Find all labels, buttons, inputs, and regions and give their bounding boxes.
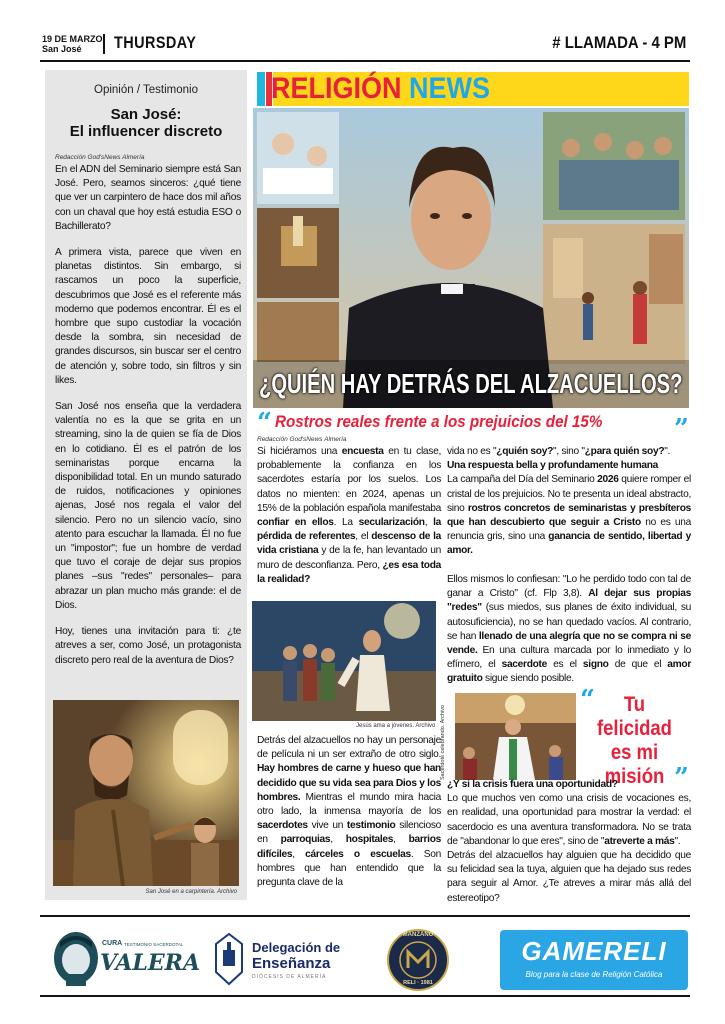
gamereli-logo[interactable] bbox=[500, 930, 688, 990]
hero-headline: ¿QUIÉN HAY DETRÁS DEL ALZACUELLOS? bbox=[259, 368, 683, 399]
callout-close-quote-icon: ” bbox=[674, 763, 689, 793]
footer-bottom-rule bbox=[40, 995, 690, 997]
logo-small-text: CURA bbox=[102, 940, 123, 947]
callout-line: es mi bbox=[610, 741, 659, 764]
logo-line: RELI · 1981 bbox=[403, 980, 433, 986]
article-byline: Redacción God'sNews Almería bbox=[257, 436, 347, 443]
logo-tag-text: TESTIMONIO SACERDOTAL bbox=[124, 942, 184, 947]
saint-joseph-workshop-image bbox=[53, 700, 239, 886]
masthead-word-news: NEWS bbox=[409, 72, 491, 105]
priest-celebrating-image bbox=[455, 693, 576, 780]
paragraph: En el ADN del Seminario siempre está San José. Pero, seamos sinceros: ¿qué tiene que ver un carpintero de hace dos mil años con un chaval que hoy está estudia ESO o Bachillerato? bbox=[55, 164, 241, 232]
cura-valera-logo[interactable] bbox=[48, 928, 201, 988]
image-caption: San José en a carpintería. Archivo bbox=[145, 889, 237, 895]
jesus-youth-image bbox=[252, 601, 436, 721]
opinion-byline: Redacción God'sNews Almería bbox=[55, 154, 145, 161]
callout-open-quote-icon: “ bbox=[580, 685, 595, 715]
logo-tagline: Blog para la clase de Religión Católica bbox=[525, 970, 663, 979]
masthead-word-religion: RELIGIÓN bbox=[271, 72, 402, 105]
masthead-title bbox=[271, 70, 490, 108]
opinion-column bbox=[45, 70, 247, 900]
masthead bbox=[257, 70, 689, 108]
section-label: Opinión / Testimonio bbox=[94, 84, 198, 96]
callout-line: Tu felicidad bbox=[597, 693, 672, 740]
header-divider bbox=[103, 34, 105, 54]
paragraph: San José nos enseña que la verdadera valentía no es la que se grita en un streaming, sino la de quien se fía de Dios en lo cotidiano. Él es el patrón de los seminaristas porque encarna la disponibilidad total. En un mundo saturado de ruidos, notificaciones y opiniones ajenas, José nos regala el valor del silencio. Pero no un silencio vacío, sino atento para escuchar la llamada. Él no fue un "impostor"; fue un hombre de verdad que tuvo el coraje de dejar sus propios planes –sus "redes" personales– para abrazar un plan mucho más grande: el de Dios. bbox=[55, 401, 241, 611]
article-headline-text: Rostros reales frente a los prejuicios del 15% bbox=[275, 413, 603, 431]
paragraph: Hoy, tienes una invitación para ti: ¿te atreves a ser, como José, un protagonista discreto pero real de la aventura de Dios? bbox=[55, 626, 241, 666]
right-image-caption: Sacerdote celebrando. Archivo bbox=[440, 705, 446, 780]
logo-title: GAMERELI bbox=[521, 936, 667, 966]
paragraph: A primera vista, parece que viven en planetas distintos. Sin embargo, si rascamos un poco la superficie, descubrimos que José es el referente más moderno que podemos encontrar. Él es el hombre que supo custodiar la vocación desde la sombra, sin necesidad de grandes discursos, sin buscar ser el centro de atención y, sobre todo, sin filtros y sin likes. bbox=[55, 247, 241, 386]
header-hashtag: # LLAMADA - 4 PM bbox=[551, 33, 686, 52]
hero-collage-image bbox=[253, 108, 689, 408]
article-body-mid-bottom: Detrás del alzacuellos no hay un personaje de película ni un ser extraño de otro siglo. Hay hombres de carne y hueso que han decidido que su vida sea para Dios y los hombres. Mientras el mundo mira hacia otro lado, la inmensa mayoría de los sacerdotes vive un testimonio silencioso en parroquias, hospitales, barrios difíciles, cárceles o escuelas. Son hombres que han entendido que la pregunta clave de la bbox=[257, 735, 441, 889]
article-body-mid-top: Si hiciéramos una encuesta en tu clase, probablemente la confianza en los sacerdotes estaría por los suelos. Los datos no mienten: en 2024, apenas un 15% de la población española manifestaba confiar en ellos. La secularización, la pérdida de referentes, el descenso de la vida cristiana y de la fe, han levantado un muro de desconfianza. Pero, ¿es esa toda la realidad? bbox=[257, 446, 442, 585]
article-body-right-mid: Ellos mismos lo confiesan: "Lo he perdido todo con tal de ganar a Cristo" (cf. Flp 3,8). Al dejar sus propias "redes" (sus miedos, sus planes de éxito individual, su autosuficiencia), no se han quedado vacíos. Al contrario, se han llenado de una alegría que no se compra ni se vende. En una cultura marcada por lo inmediato y lo efímero, el sacerdote es el signo de que el amor gratuito sigue siendo posible. bbox=[447, 574, 692, 685]
date-text: 19 DE MARZO bbox=[42, 34, 103, 44]
delegacion-ensenanza-logo[interactable] bbox=[214, 932, 362, 988]
logo-line: DIÓCESIS DE ALMERÍA bbox=[252, 974, 327, 980]
issue-date bbox=[42, 34, 103, 54]
logo-line: Enseñanza bbox=[252, 955, 331, 972]
manzano-reli-logo[interactable] bbox=[386, 928, 450, 992]
logo-line: Delegación de bbox=[252, 940, 341, 955]
article-body-right-bottom: ¿Y si la crisis fuera una oportunidad? Lo que muchos ven como una crisis de vocaciones es, en realidad, una oportunidad para mostrar la verdad: el sacerdocio es una aventura transformadora. No se trata de "abandonar lo que eres", sino de "atreverte a más". Detrás del alzacuellos hay alguien que ha decidido que su felicidad sea la tuya, alguien que ha dejado sus redes para seguir al Amor. ¿Te atreves a mirar más allá del estereotipo? bbox=[447, 779, 691, 904]
page-header bbox=[40, 30, 690, 62]
opinion-title bbox=[45, 106, 247, 140]
footer-top-rule bbox=[40, 915, 690, 917]
article-body-right-top: vida no es "¿quién soy?", sino "¿para quién soy?". Una respuesta bella y profundamente humana La campaña del Día del Seminario 2026 quiere romper el cristal de los prejuicios. No te presenta un ideal abstracto, sino rostros concretos de seminaristas y presbíteros que han descubierto que seguir a Cristo no es una renuncia gris, sino una ganancia de sentido, libertad y amor. bbox=[447, 446, 691, 557]
logo-big-text: VALERA bbox=[100, 950, 201, 976]
feast-text: San José bbox=[42, 44, 82, 54]
mid-image-caption: Jesús ama a jóvenes. Archivo bbox=[356, 723, 436, 729]
callout-line: misión bbox=[604, 765, 665, 788]
opinion-body bbox=[55, 163, 241, 680]
open-quote-icon: “ bbox=[257, 408, 272, 438]
opinion-title-line: El influencer discreto bbox=[69, 123, 223, 140]
logo-line: MANZANO bbox=[402, 932, 434, 938]
close-quote-icon: ” bbox=[674, 414, 689, 444]
weekday: THURSDAY bbox=[114, 33, 197, 52]
opinion-title-line: San José: bbox=[110, 106, 182, 123]
callout-quote bbox=[588, 693, 680, 789]
masthead-blue-bar bbox=[257, 72, 265, 106]
